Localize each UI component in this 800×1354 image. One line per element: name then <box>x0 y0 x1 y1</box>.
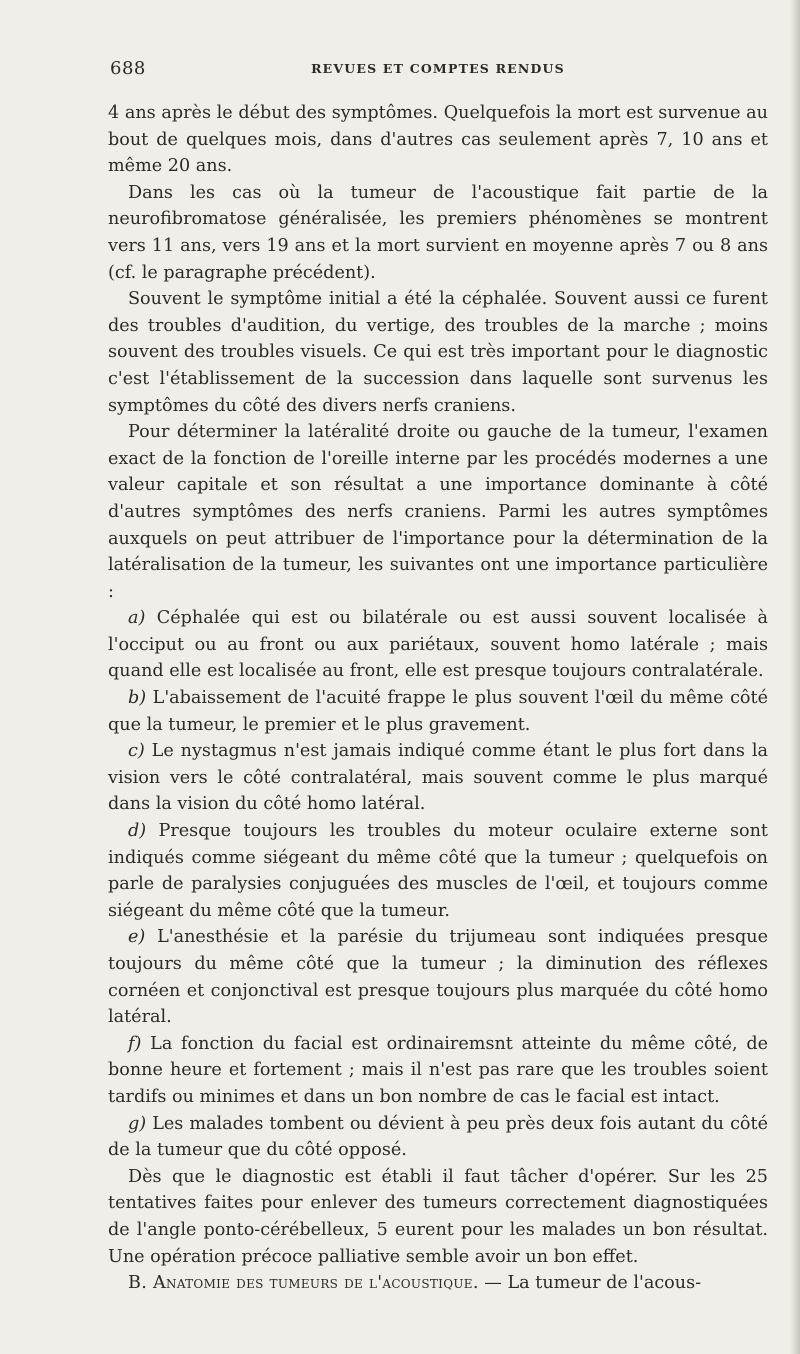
page-edge-shadow <box>790 0 800 1354</box>
list-item <box>108 924 768 1030</box>
item-text: Le nystagmus n'est jamais indiqué comme étant le plus fort dans la vision vers le côté contralatéral, mais souvent comme le plus marqué dans la vision du côté homo latéral. <box>108 741 768 815</box>
page <box>108 58 768 1297</box>
paragraph: Souvent le symptôme initial a été la céphalée. Souvent aussi ce furent des troubles d'audition, du vertige, des troubles de la marche ; moins souvent des troubles visuels. Ce qui est très important pour le diagnostic c'est l'établissement de la succession dans laquelle sont survenus les symptômes du côté des divers nerfs craniens. <box>108 289 768 416</box>
page-number: 688 <box>110 58 146 79</box>
list-item <box>108 1111 768 1164</box>
section-heading: B. Anatomie des tumeurs de l'acoustique. <box>128 1273 479 1294</box>
paragraph: Dans les cas où la tumeur de l'acoustique fait partie de la neurofibromatose généralisée, les premiers phénomènes se montrent vers 11 ans, vers 19 ans et la mort survient en moyenne après 7 ou 8 ans (cf. le paragraphe précédent). <box>108 182 768 283</box>
page-header <box>108 58 768 86</box>
section-text: — La tumeur de l'acous- <box>478 1273 702 1294</box>
item-label: e) <box>128 927 146 948</box>
running-head: REVUES ET COMPTES RENDUS <box>311 61 565 76</box>
list-item <box>108 605 768 685</box>
list-item <box>108 685 768 738</box>
paragraph: Pour déterminer la latéralité droite ou gauche de la tumeur, l'examen exact de la fonction de l'oreille interne par les procédés modernes a une valeur capitale et son résultat a une importance dominante à côté d'autres symptômes des nerfs craniens. Parmi les autres symptômes auxquels on peut attribuer de l'importance pour la détermination de la latéralisation de la tumeur, les suivantes ont une importance particulière : <box>108 422 768 602</box>
paragraph: Dès que le diagnostic est établi il faut tâcher d'opérer. Sur les 25 tentatives faites pour enlever des tumeurs correctement diagnostiquées de l'angle ponto-cérébelleux, 5 eurent pour les malades un bon résultat. Une opération précoce palliative semble avoir un bon effet. <box>108 1166 768 1267</box>
section-paragraph <box>108 1270 768 1297</box>
item-label: a) <box>128 608 146 629</box>
item-label: d) <box>128 821 147 842</box>
item-text: L'abaissement de l'acuité frappe le plus souvent l'œil du même côté que la tumeur, le premier et le plus gravement. <box>108 688 768 735</box>
item-text: L'anesthésie et la parésie du trijumeau sont indiquées presque toujours du même côté que la tumeur ; la diminution des réflexes cornéen et conjonctival est presque toujours plus marquée du côté homo latéral. <box>108 927 769 1028</box>
list-item <box>108 818 768 924</box>
list-item <box>108 1031 768 1111</box>
item-label: g) <box>128 1113 147 1134</box>
item-text: Les malades tombent ou dévient à peu près deux fois autant du côté de la tumeur que du côté opposé. <box>108 1113 768 1161</box>
item-text: La fonction du facial est ordinairemsnt atteinte du même côté, de bonne heure et fortement ; mais il n'est pas rare que les troubles soient tardifs ou minimes et dans un bon nombre de cas le facial est intact. <box>108 1033 769 1107</box>
item-text: Presque toujours les troubles du moteur oculaire externe sont indiqués comme siégeant du même côté que la tumeur ; quelquefois on parle de paralysies conjuguées des muscles de l'œil, et toujours comme siégeant du même côté que la tumeur. <box>108 821 769 921</box>
item-text: Céphalée qui est ou bilatérale ou est aussi souvent localisée à l'occiput ou au front ou aux pariétaux, souvent homo latérale ; mais quand elle est localisée au front, elle est presque toujours contralatérale. <box>108 608 769 682</box>
list-item <box>108 738 768 818</box>
item-label: b) <box>128 688 147 709</box>
paragraph: 4 ans après le début des symptômes. Quelquefois la mort est survenue au bout de quelques mois, dans d'autres cas seulement après 7, 10 ans et même 20 ans. <box>108 103 768 177</box>
item-label: f) <box>128 1033 142 1054</box>
item-label: c) <box>128 741 145 762</box>
body-text <box>108 100 768 1297</box>
